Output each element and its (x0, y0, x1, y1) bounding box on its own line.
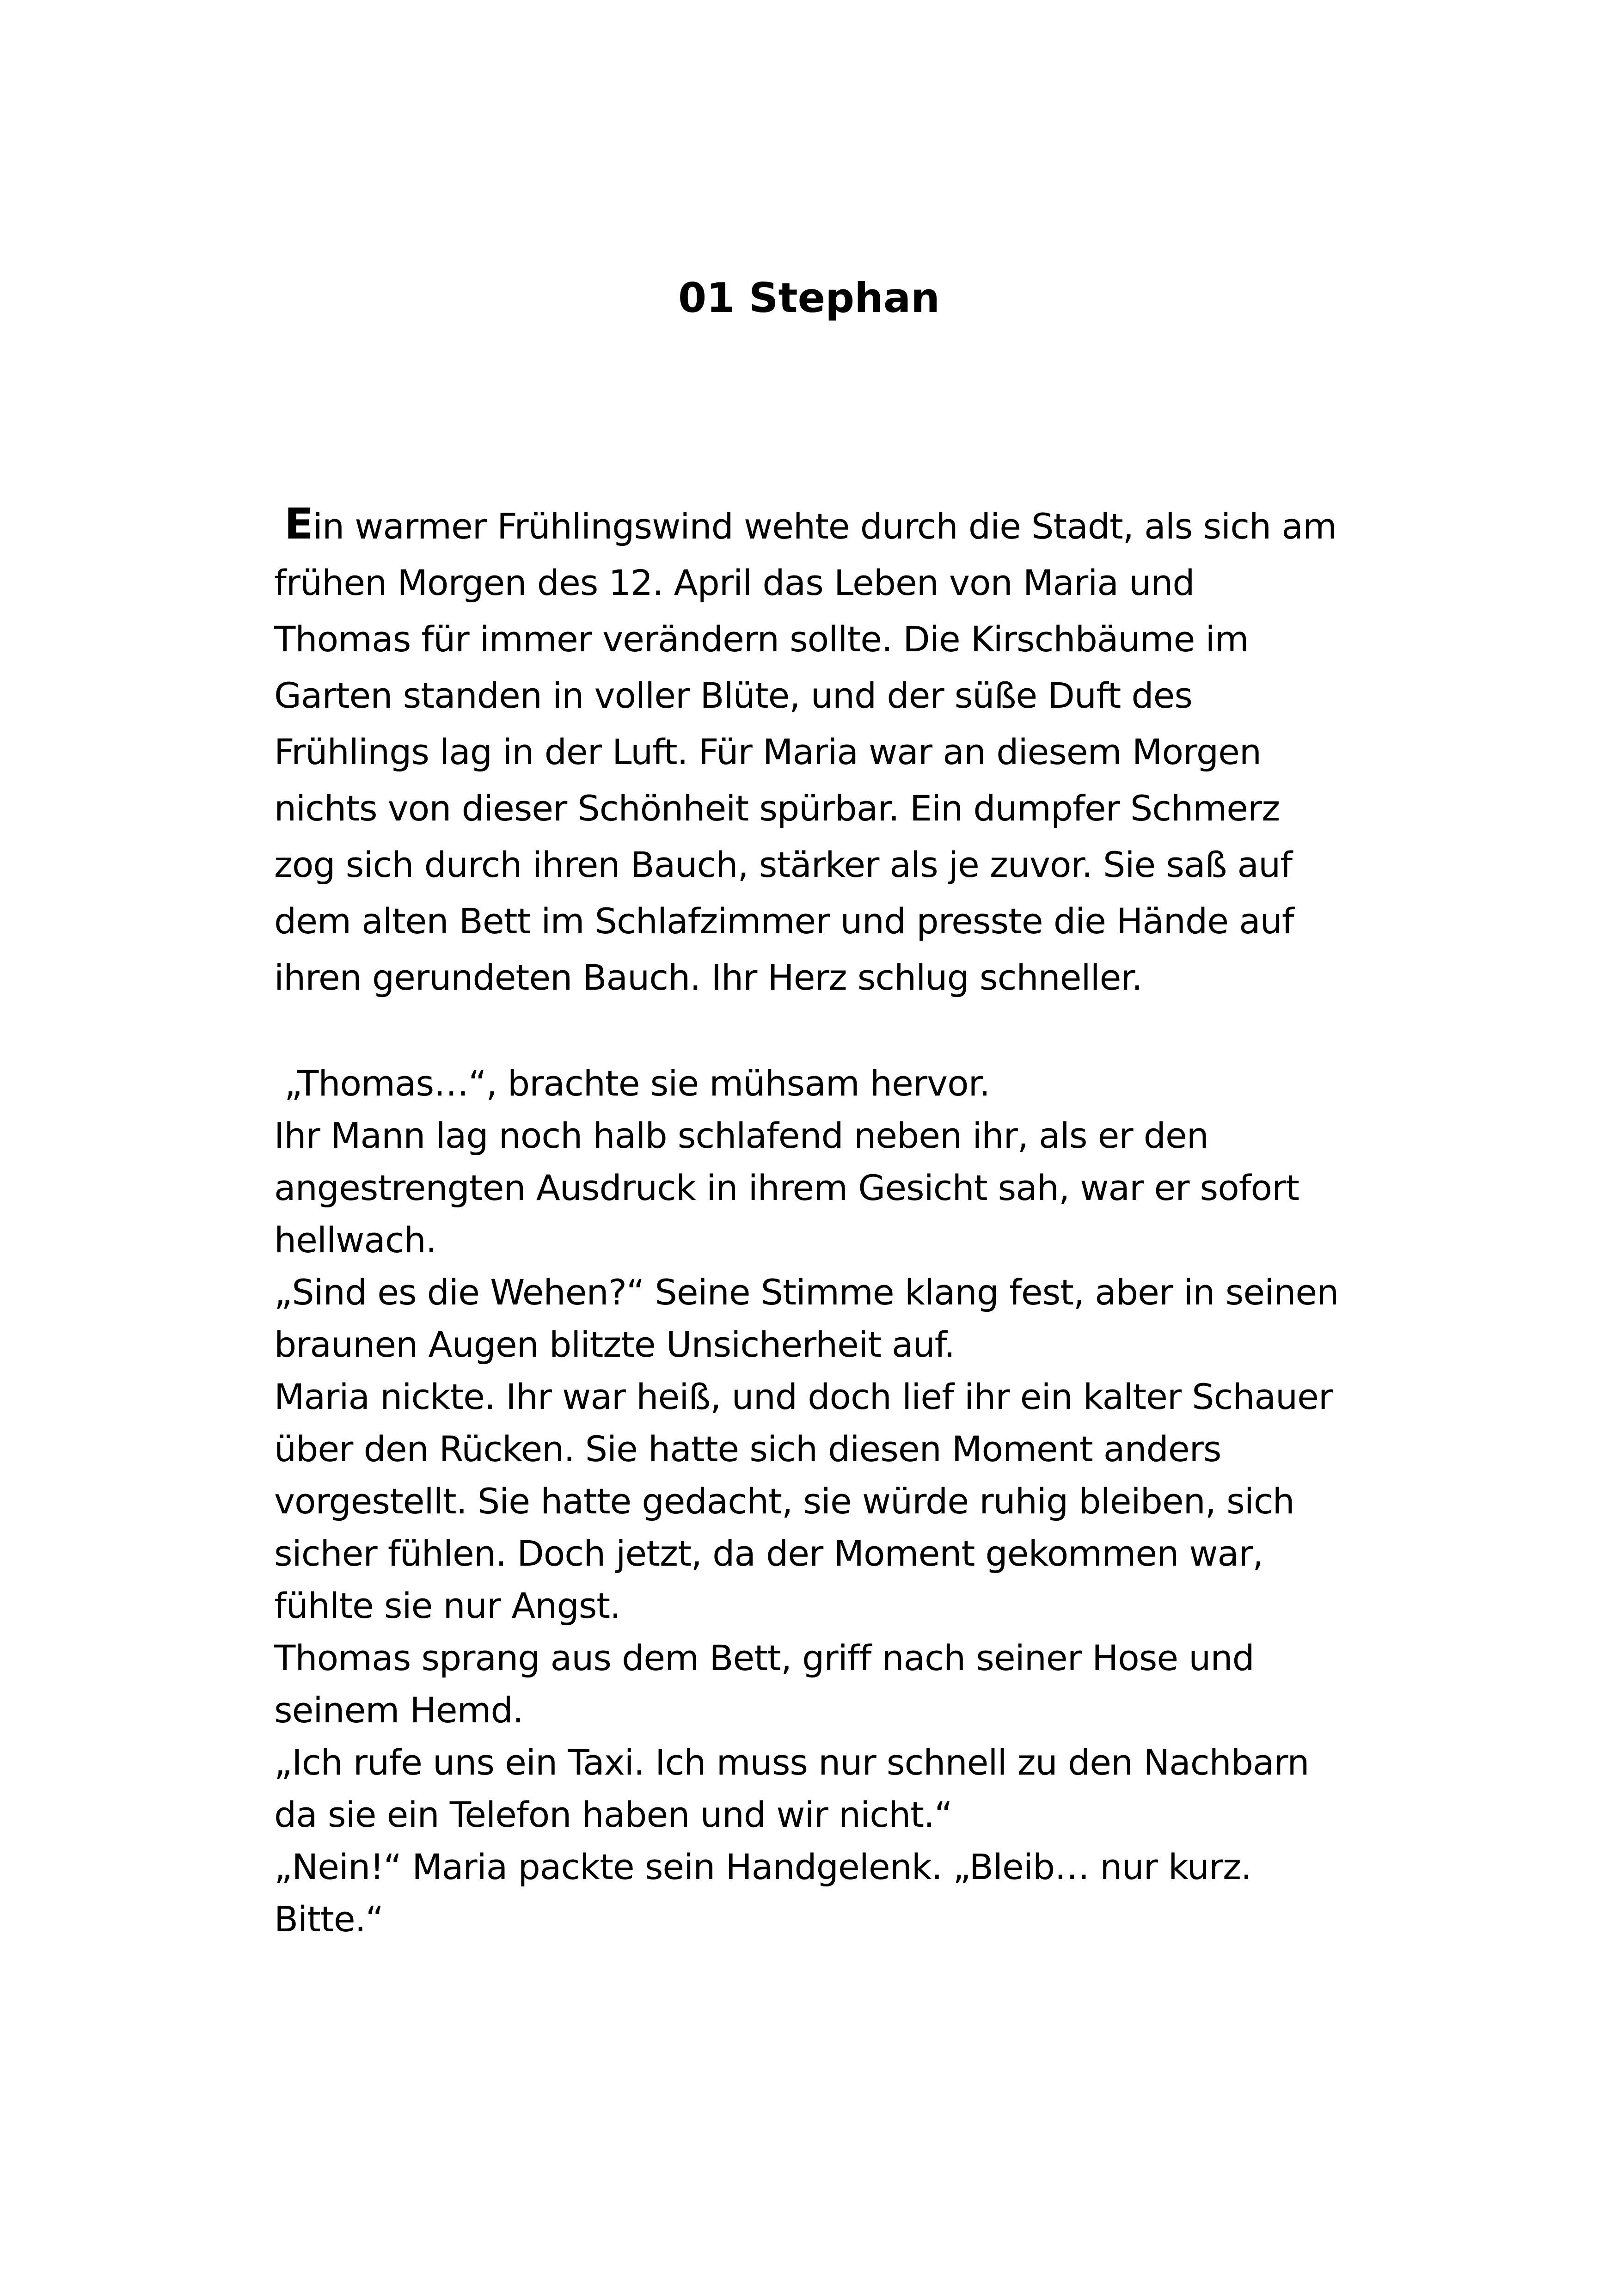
text-line: zog sich durch ihren Bauch, stärker als je zuvor. Sie saß auf (274, 844, 1293, 885)
text-line: Thomas sprang aus dem Bett, griff nach seiner Hose und (274, 1637, 1254, 1678)
text-line: „Sind es die Wehen?“ Seine Stimme klang fest, aber in seinen (274, 1272, 1339, 1313)
text-line: braunen Augen blitzte Unsicherheit auf. (274, 1324, 955, 1365)
text-line: „Nein!“ Maria packte sein Handgelenk. „Bleib… nur kurz. (274, 1846, 1252, 1887)
text-line: ihren gerundeten Bauch. Ihr Herz schlug schneller. (274, 957, 1142, 998)
text-line-content: in warmer Frühlingswind wehte durch die Stadt, als sich am (313, 506, 1336, 547)
text-line: über den Rücken. Sie hatte sich diesen Moment anders (274, 1428, 1221, 1469)
text-line: angestrengten Ausdruck in ihrem Gesicht sah, war er sofort (274, 1167, 1299, 1208)
text-line: Bitte.“ (274, 1898, 384, 1940)
dialogue-section (274, 1057, 1356, 1945)
text-line: Maria nickte. Ihr war heiß, und doch lief ihr ein kalter Schauer (274, 1376, 1333, 1417)
text-line: hellwach. (274, 1219, 436, 1261)
drop-initial: E (284, 499, 313, 549)
text-line: vorgestellt. Sie hatte gedacht, sie würde ruhig bleiben, sich (274, 1481, 1294, 1522)
text-line: Ihr Mann lag noch halb schlafend neben ihr, als er den (274, 1115, 1208, 1156)
chapter-title: 01 Stephan (678, 274, 940, 322)
text-line: Garten standen in voller Blüte, und der süße Duft des (274, 675, 1193, 716)
text-line: dem alten Bett im Schlafzimmer und presste die Hände auf (274, 900, 1294, 942)
text-line: nichts von dieser Schönheit spürbar. Ein dumpfer Schmerz (274, 788, 1280, 829)
text-line: seinem Hemd. (274, 1690, 523, 1731)
text-line: Thomas für immer verändern sollte. Die Kirschbäume im (274, 618, 1249, 660)
text-line (274, 496, 1356, 555)
text-line: sicher fühlen. Doch jetzt, da der Moment gekommen war, (274, 1533, 1263, 1574)
opening-paragraph (274, 496, 1356, 1006)
text-line: „Thomas…“, brachte sie mühsam hervor. (284, 1063, 990, 1104)
text-line: da sie ein Telefon haben und wir nicht.“ (274, 1794, 952, 1835)
text-line: frühen Morgen des 12. April das Leben von Maria und (274, 562, 1195, 603)
text-line: fühlte sie nur Angst. (274, 1585, 621, 1626)
text-line: „Ich rufe uns ein Taxi. Ich muss nur schnell zu den Nachbarn (274, 1742, 1309, 1783)
text-line: Frühlings lag in der Luft. Für Maria war an diesem Morgen (274, 731, 1262, 772)
